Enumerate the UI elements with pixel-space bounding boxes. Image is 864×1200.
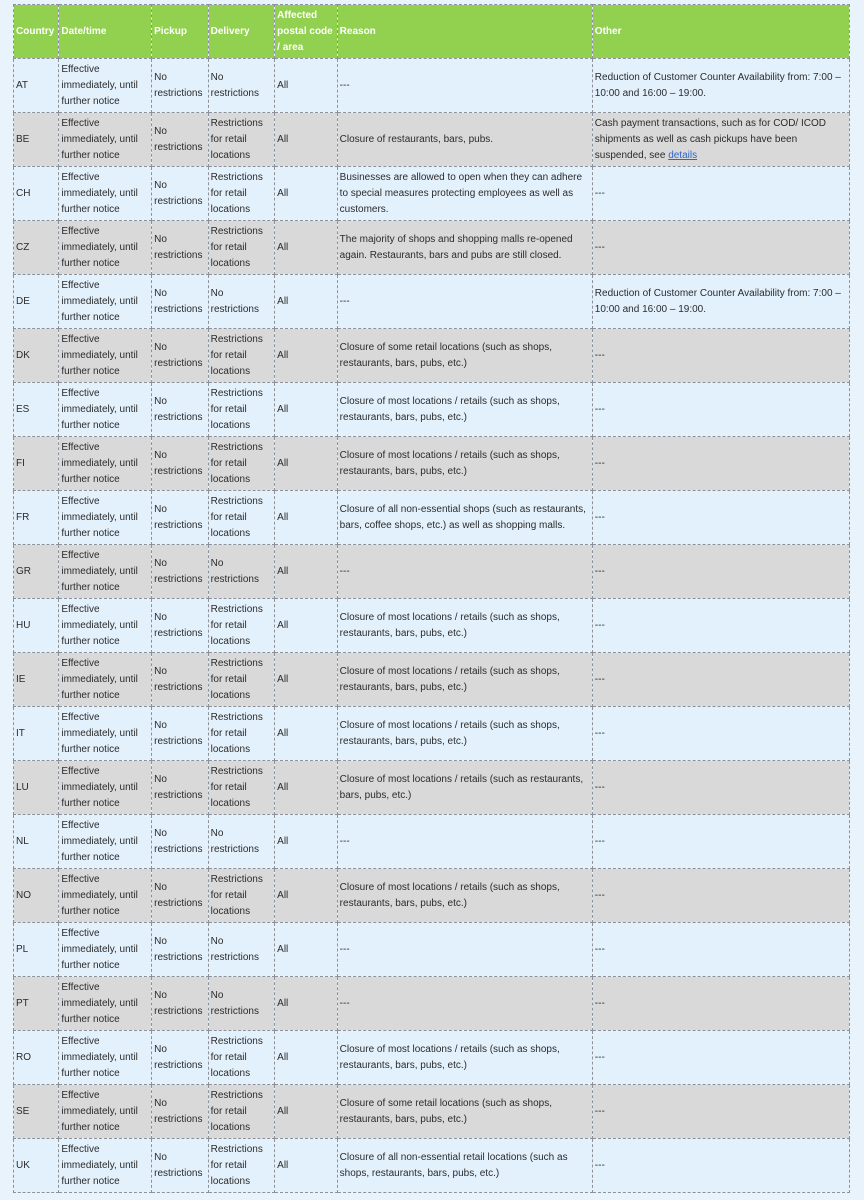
delivery-cell: No restrictions <box>208 59 275 113</box>
pickup-cell: No restrictions <box>152 329 208 383</box>
delivery-cell: Restrictions for retail locations <box>208 869 275 923</box>
country-cell: FR <box>14 491 59 545</box>
restrictions-table <box>13 4 850 1193</box>
other-cell: --- <box>592 1139 849 1193</box>
reason-cell: Closure of all non-essential retail locations (such as shops, restaurants, bars, pubs, etc.) <box>337 1139 592 1193</box>
pickup-cell: No restrictions <box>152 59 208 113</box>
affected-area-cell: All <box>275 707 338 761</box>
country-cell: GR <box>14 545 59 599</box>
delivery-cell: Restrictions for retail locations <box>208 383 275 437</box>
other-cell: --- <box>592 1031 849 1085</box>
other-cell: --- <box>592 167 849 221</box>
pickup-cell: No restrictions <box>152 653 208 707</box>
country-cell: DK <box>14 329 59 383</box>
other-cell: --- <box>592 923 849 977</box>
other-cell: --- <box>592 545 849 599</box>
delivery-cell: No restrictions <box>208 815 275 869</box>
delivery-cell: Restrictions for retail locations <box>208 1085 275 1139</box>
country-cell: AT <box>14 59 59 113</box>
reason-cell: Closure of restaurants, bars, pubs. <box>337 113 592 167</box>
affected-area-cell: All <box>275 113 338 167</box>
header-datetime: Date/time <box>59 5 152 59</box>
header-pickup: Pickup <box>152 5 208 59</box>
affected-area-cell: All <box>275 1031 338 1085</box>
country-cell: PT <box>14 977 59 1031</box>
reason-cell: Businesses are allowed to open when they can adhere to special measures protecting employees as well as customers. <box>337 167 592 221</box>
other-cell: --- <box>592 707 849 761</box>
pickup-cell: No restrictions <box>152 437 208 491</box>
table-row <box>14 1085 850 1139</box>
reason-cell: Closure of most locations / retails (such as shops, restaurants, bars, pubs, etc.) <box>337 599 592 653</box>
pickup-cell: No restrictions <box>152 1139 208 1193</box>
datetime-cell: Effective immediately, until further notice <box>59 761 152 815</box>
delivery-cell: Restrictions for retail locations <box>208 1031 275 1085</box>
table-row <box>14 167 850 221</box>
datetime-cell: Effective immediately, until further notice <box>59 437 152 491</box>
other-cell: --- <box>592 329 849 383</box>
affected-area-cell: All <box>275 491 338 545</box>
reason-cell: Closure of most locations / retails (such as shops, restaurants, bars, pubs, etc.) <box>337 383 592 437</box>
reason-cell: Closure of most locations / retails (such as restaurants, bars, pubs, etc.) <box>337 761 592 815</box>
datetime-cell: Effective immediately, until further notice <box>59 545 152 599</box>
reason-cell: --- <box>337 923 592 977</box>
other-text: Cash payment transactions, such as for COD/ ICOD shipments as well as cash pickups have been suspended, see <box>594 117 826 161</box>
table-row <box>14 761 850 815</box>
table-row <box>14 869 850 923</box>
country-cell: RO <box>14 1031 59 1085</box>
country-cell: PL <box>14 923 59 977</box>
datetime-cell: Effective immediately, until further notice <box>59 491 152 545</box>
reason-cell: Closure of most locations / retails (such as shops, restaurants, bars, pubs, etc.) <box>337 1031 592 1085</box>
country-cell: ES <box>14 383 59 437</box>
affected-area-cell: All <box>275 59 338 113</box>
datetime-cell: Effective immediately, until further notice <box>59 167 152 221</box>
pickup-cell: No restrictions <box>152 113 208 167</box>
pickup-cell: No restrictions <box>152 761 208 815</box>
country-cell: CZ <box>14 221 59 275</box>
other-cell: --- <box>592 815 849 869</box>
pickup-cell: No restrictions <box>152 491 208 545</box>
reason-cell: Closure of most locations / retails (such as shops, restaurants, bars, pubs, etc.) <box>337 437 592 491</box>
table-row <box>14 1031 850 1085</box>
pickup-cell: No restrictions <box>152 815 208 869</box>
country-cell: UK <box>14 1139 59 1193</box>
pickup-cell: No restrictions <box>152 1031 208 1085</box>
pickup-cell: No restrictions <box>152 167 208 221</box>
country-cell: DE <box>14 275 59 329</box>
country-cell: BE <box>14 113 59 167</box>
table-row <box>14 599 850 653</box>
table-row <box>14 815 850 869</box>
affected-area-cell: All <box>275 869 338 923</box>
header-country: Country <box>14 5 59 59</box>
other-cell: --- <box>592 977 849 1031</box>
pickup-cell: No restrictions <box>152 275 208 329</box>
affected-area-cell: All <box>275 221 338 275</box>
delivery-cell: No restrictions <box>208 545 275 599</box>
reason-cell: --- <box>337 815 592 869</box>
pickup-cell: No restrictions <box>152 1085 208 1139</box>
table-row <box>14 653 850 707</box>
affected-area-cell: All <box>275 437 338 491</box>
affected-area-cell: All <box>275 275 338 329</box>
other-cell: Reduction of Customer Counter Availability from: 7:00 – 10:00 and 16:00 – 19:00. <box>592 275 849 329</box>
affected-area-cell: All <box>275 815 338 869</box>
table-body <box>14 59 850 1193</box>
affected-area-cell: All <box>275 599 338 653</box>
other-cell: --- <box>592 869 849 923</box>
delivery-cell: Restrictions for retail locations <box>208 167 275 221</box>
datetime-cell: Effective immediately, until further notice <box>59 707 152 761</box>
affected-area-cell: All <box>275 653 338 707</box>
other-cell: --- <box>592 383 849 437</box>
affected-area-cell: All <box>275 977 338 1031</box>
datetime-cell: Effective immediately, until further notice <box>59 59 152 113</box>
reason-cell: --- <box>337 545 592 599</box>
delivery-cell: Restrictions for retail locations <box>208 1139 275 1193</box>
delivery-cell: No restrictions <box>208 923 275 977</box>
table-row <box>14 707 850 761</box>
pickup-cell: No restrictions <box>152 545 208 599</box>
other-cell: --- <box>592 653 849 707</box>
pickup-cell: No restrictions <box>152 599 208 653</box>
header-delivery: Delivery <box>208 5 275 59</box>
pickup-cell: No restrictions <box>152 221 208 275</box>
table-row <box>14 977 850 1031</box>
country-cell: IT <box>14 707 59 761</box>
table-row <box>14 275 850 329</box>
datetime-cell: Effective immediately, until further notice <box>59 815 152 869</box>
datetime-cell: Effective immediately, until further notice <box>59 599 152 653</box>
country-cell: FI <box>14 437 59 491</box>
affected-area-cell: All <box>275 1139 338 1193</box>
header-reason: Reason <box>337 5 592 59</box>
other-cell: --- <box>592 437 849 491</box>
affected-area-cell: All <box>275 545 338 599</box>
reason-cell: Closure of most locations / retails (such as shops, restaurants, bars, pubs, etc.) <box>337 653 592 707</box>
table-row <box>14 59 850 113</box>
datetime-cell: Effective immediately, until further notice <box>59 329 152 383</box>
other-cell: --- <box>592 599 849 653</box>
other-cell: --- <box>592 221 849 275</box>
datetime-cell: Effective immediately, until further notice <box>59 1031 152 1085</box>
delivery-cell: No restrictions <box>208 977 275 1031</box>
table-row <box>14 1139 850 1193</box>
other-cell: --- <box>592 761 849 815</box>
affected-area-cell: All <box>275 383 338 437</box>
reason-cell: Closure of all non-essential shops (such as restaurants, bars, coffee shops, etc.) as well as shopping malls. <box>337 491 592 545</box>
affected-area-cell: All <box>275 761 338 815</box>
other-cell: --- <box>592 1085 849 1139</box>
other-cell: --- <box>592 491 849 545</box>
reason-cell: --- <box>337 59 592 113</box>
reason-cell: --- <box>337 275 592 329</box>
country-cell: HU <box>14 599 59 653</box>
datetime-cell: Effective immediately, until further notice <box>59 113 152 167</box>
reason-cell: Closure of most locations / retails (such as shops, restaurants, bars, pubs, etc.) <box>337 707 592 761</box>
other-cell <box>592 113 849 167</box>
delivery-cell: Restrictions for retail locations <box>208 437 275 491</box>
pickup-cell: No restrictions <box>152 923 208 977</box>
affected-area-cell: All <box>275 167 338 221</box>
table-row <box>14 545 850 599</box>
reason-cell: Closure of most locations / retails (such as shops, restaurants, bars, pubs, etc.) <box>337 869 592 923</box>
delivery-cell: Restrictions for retail locations <box>208 113 275 167</box>
table-header-row <box>14 5 850 59</box>
delivery-cell: No restrictions <box>208 275 275 329</box>
delivery-cell: Restrictions for retail locations <box>208 221 275 275</box>
delivery-cell: Restrictions for retail locations <box>208 491 275 545</box>
details-link[interactable]: details <box>668 149 698 161</box>
delivery-cell: Restrictions for retail locations <box>208 761 275 815</box>
pickup-cell: No restrictions <box>152 707 208 761</box>
other-cell: Reduction of Customer Counter Availability from: 7:00 – 10:00 and 16:00 – 19:00. <box>592 59 849 113</box>
reason-cell: --- <box>337 977 592 1031</box>
header-affected-area: Affected postal code / area <box>275 5 338 59</box>
table-row <box>14 329 850 383</box>
datetime-cell: Effective immediately, until further notice <box>59 1085 152 1139</box>
pickup-cell: No restrictions <box>152 977 208 1031</box>
datetime-cell: Effective immediately, until further notice <box>59 383 152 437</box>
datetime-cell: Effective immediately, until further notice <box>59 275 152 329</box>
datetime-cell: Effective immediately, until further notice <box>59 653 152 707</box>
datetime-cell: Effective immediately, until further notice <box>59 869 152 923</box>
datetime-cell: Effective immediately, until further notice <box>59 221 152 275</box>
reason-cell: The majority of shops and shopping malls re-opened again. Restaurants, bars and pubs are still closed. <box>337 221 592 275</box>
restrictions-table-container <box>13 4 850 1193</box>
reason-cell: Closure of some retail locations (such as shops, restaurants, bars, pubs, etc.) <box>337 329 592 383</box>
affected-area-cell: All <box>275 1085 338 1139</box>
country-cell: SE <box>14 1085 59 1139</box>
datetime-cell: Effective immediately, until further notice <box>59 1139 152 1193</box>
pickup-cell: No restrictions <box>152 383 208 437</box>
pickup-cell: No restrictions <box>152 869 208 923</box>
table-row <box>14 221 850 275</box>
delivery-cell: Restrictions for retail locations <box>208 707 275 761</box>
table-row <box>14 923 850 977</box>
affected-area-cell: All <box>275 923 338 977</box>
country-cell: LU <box>14 761 59 815</box>
table-row <box>14 383 850 437</box>
table-row <box>14 437 850 491</box>
affected-area-cell: All <box>275 329 338 383</box>
country-cell: CH <box>14 167 59 221</box>
header-other: Other <box>592 5 849 59</box>
reason-cell: Closure of some retail locations (such as shops, restaurants, bars, pubs, etc.) <box>337 1085 592 1139</box>
delivery-cell: Restrictions for retail locations <box>208 329 275 383</box>
delivery-cell: Restrictions for retail locations <box>208 599 275 653</box>
table-row <box>14 113 850 167</box>
datetime-cell: Effective immediately, until further notice <box>59 923 152 977</box>
country-cell: NL <box>14 815 59 869</box>
delivery-cell: Restrictions for retail locations <box>208 653 275 707</box>
country-cell: IE <box>14 653 59 707</box>
datetime-cell: Effective immediately, until further notice <box>59 977 152 1031</box>
country-cell: NO <box>14 869 59 923</box>
table-row <box>14 491 850 545</box>
